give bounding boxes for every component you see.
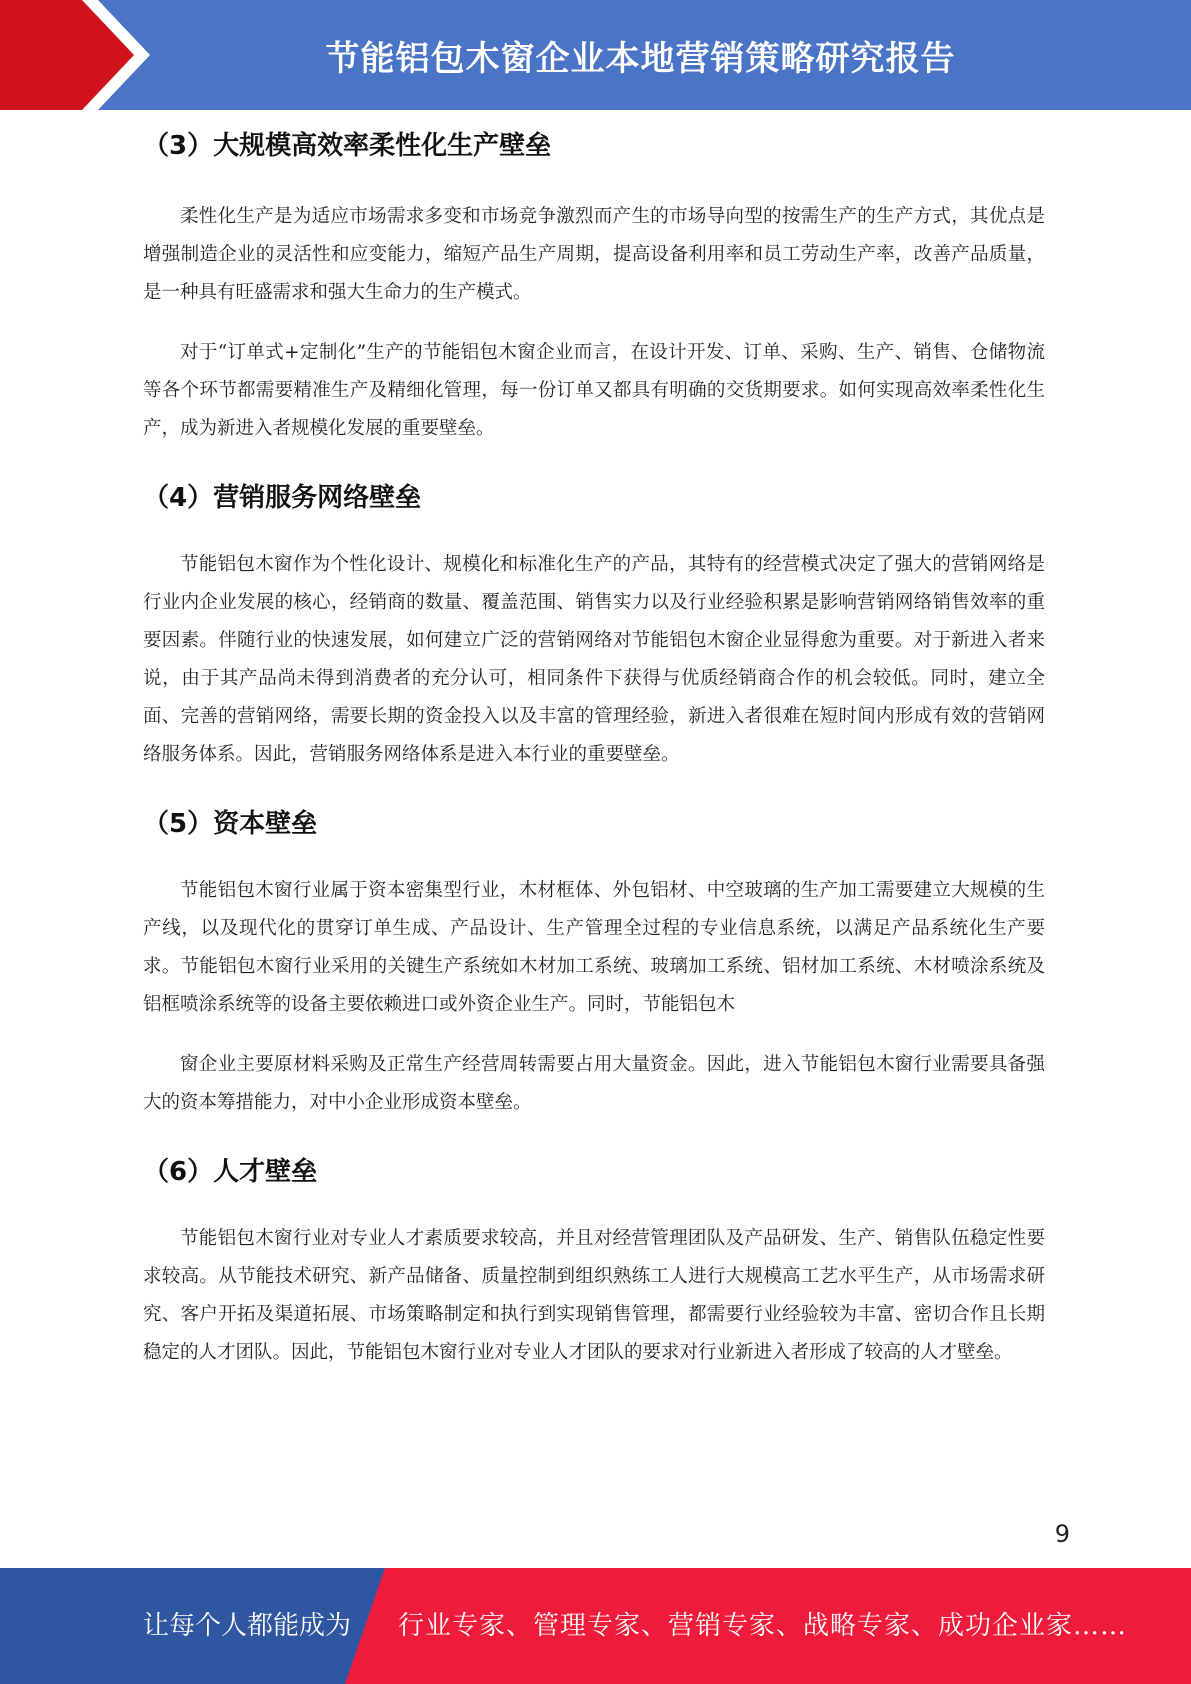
paragraph: 节能铝包木窗行业属于资本密集型行业，木材框体、外包铝材、中空玻璃的生产加工需要建立大规模的生产线，以及现代化的贯穿订单生成、产品设计、生产管理全过程的专业信息系统，以满足产品系统化生产要求。节能铝包木窗行业采用的关键生产系统如木材加工系统、玻璃加工系统、铝材加工系统、木材喷涂系统及铝框喷涂系统等的设备主要依赖进口或外资企业生产。同时，节能铝包木	[143, 880, 1045, 1015]
paragraph: 柔性化生产是为适应市场需求多变和市场竞争激烈而产生的市场导向型的按需生产的生产方式，其优点是增强制造企业的灵活性和应变能力，缩短产品生产周期，提高设备利用率和员工劳动生产率，改善产品质量，是一种具有旺盛需求和强大生命力的生产模式。	[143, 206, 1045, 303]
footer-slogan-left: 让每个人都能成为	[143, 1611, 352, 1641]
report-title: 节能铝包木窗企业本地营销策略研究报告	[325, 38, 956, 79]
page-number: 9	[1054, 1520, 1070, 1548]
section-heading: （4）营销服务网络壁垒	[143, 483, 422, 513]
paragraph: 节能铝包木窗作为个性化设计、规模化和标准化生产的产品，其特有的经营模式决定了强大的营销网络是行业内企业发展的核心，经销商的数量、覆盖范围、销售实力以及行业经验积累是影响营销网络销售效率的重要因素。伴随行业的快速发展，如何建立广泛的营销网络对节能铝包木窗企业显得愈为重要。对于新进入者来说，由于其产品尚未得到消费者的充分认可，相同条件下获得与优质经销商合作的机会较低。同时，建立全面、完善的营销网络，需要长期的资金投入以及丰富的管理经验，新进入者很难在短时间内形成有效的营销网络服务体系。因此，营销服务网络体系是进入本行业的重要壁垒。	[143, 554, 1045, 765]
section-heading: （5）资本壁垒	[143, 809, 318, 839]
paragraph: 对于“订单式+定制化”生产的节能铝包木窗企业而言，在设计开发、订单、采购、生产、销售、仓储物流等各个环节都需要精准生产及精细化管理，每一份订单又都具有明确的交货期要求。如何实现高效率柔性化生产，成为新进入者规模化发展的重要壁垒。	[143, 342, 1045, 439]
footer-slogan-right: 行业专家、管理专家、营销专家、战略专家、成功企业家……	[398, 1611, 1128, 1641]
section-heading: （6）人才壁垒	[143, 1157, 318, 1187]
header-chevron-shape	[0, 0, 160, 110]
header-band	[0, 0, 1191, 110]
paragraph: 窗企业主要原材料采购及正常生产经营周转需要占用大量资金。因此，进入节能铝包木窗行业需要具备强大的资本筹措能力，对中小企业形成资本壁垒。	[143, 1054, 1045, 1113]
section-heading: （3）大规模高效率柔性化生产壁垒	[143, 131, 552, 161]
footer-banner	[0, 1568, 1191, 1684]
main-content	[143, 118, 1045, 1394]
paragraph: 节能铝包木窗行业对专业人才素质要求较高，并且对经营管理团队及产品研发、生产、销售队伍稳定性要求较高。从节能技术研究、新产品储备、质量控制到组织熟练工人进行大规模高工艺水平生产，从市场需求研究、客户开拓及渠道拓展、市场策略制定和执行到实现销售管理，都需要行业经验较为丰富、密切合作且长期稳定的人才团队。因此，节能铝包木窗行业对专业人才团队的要求对行业新进入者形成了较高的人才壁垒。	[143, 1228, 1045, 1363]
